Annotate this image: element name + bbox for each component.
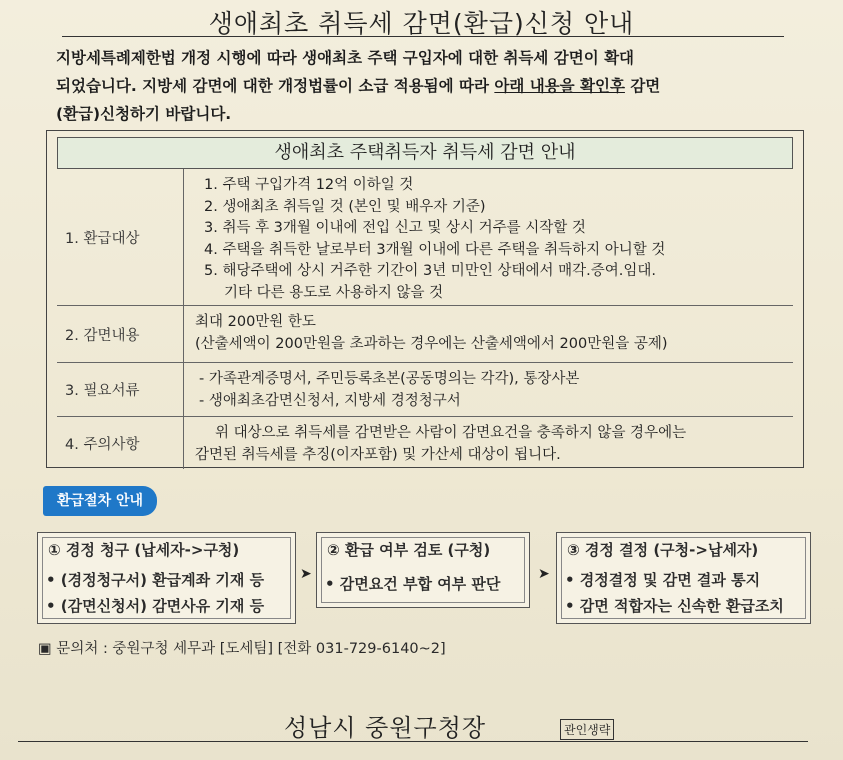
step-line: • (경정청구서) 환급계좌 기재 등 (46, 571, 265, 589)
bottom-divider (18, 741, 808, 742)
table-row-documents (57, 363, 793, 417)
procedure-step-3 (556, 532, 811, 624)
notice-table-heading: 생애최초 주택취득자 취득세 감면 안내 (57, 137, 793, 169)
intro-line-2: 되었습니다. 지방세 감면에 대한 개정법률이 소급 적용됨에 따라 아래 내용을 확인후 감면 (56, 77, 661, 95)
row-label: 4. 주의사항 (57, 417, 184, 469)
document-title: 생애최초 취득세 감면(환급)신청 안내 (208, 9, 635, 38)
contact-info: ▣ 문의처 : 중원구청 세무과 [도세팀] [전화 031-729-6140~2] (38, 641, 446, 657)
row-label: 3. 필요서류 (57, 363, 184, 416)
notice-table (46, 130, 804, 468)
step-title: ② 환급 여부 검토 (구청) (327, 541, 491, 559)
seal-omitted-stamp: 관인생략 (560, 719, 614, 740)
arrow-icon: ➤ (300, 566, 312, 582)
title-underline (62, 36, 784, 37)
step-title: ③ 경정 결정 (구청->납세자) (567, 541, 759, 559)
arrow-icon: ➤ (538, 566, 550, 582)
table-row-caution (57, 417, 793, 469)
intro-line-3: (환급)신청하기 바랍니다. (56, 105, 232, 123)
procedure-badge: 환급절차 안내 (43, 486, 157, 516)
intro-line-1: 지방세특례제한법 개정 시행에 따라 생애최초 주택 구입자에 대한 취득세 감면이 확대 (56, 49, 635, 67)
step-line: • 감면요건 부합 여부 판단 (325, 575, 501, 593)
intro-paragraph (56, 44, 796, 128)
procedure-step-2 (316, 532, 530, 608)
procedure-step-1 (37, 532, 296, 624)
step-line: • (감면신청서) 감면사유 기재 등 (46, 597, 265, 615)
row-label: 1. 환급대상 (57, 169, 184, 305)
row-content: - 가족관계증명서, 주민등록초본(공동명의는 각각), 통장사본 - 생애최초감면신청서, 지방세 경정청구서 (199, 371, 580, 409)
row-label: 2. 감면내용 (57, 306, 184, 362)
intro-underlined-text: 아래 내용을 확인후 (494, 77, 625, 95)
row-content: 1. 주택 구입가격 12억 이하일 것 2. 생애최초 취득일 것 (본인 및 배우자 기준) 3. 취득 후 3개월 이내에 전입 신고 및 상시 거주를 시작할 것 4. 주택을 취득한 날로부터 3개월 이내에 다른 주택을 취득하지 아니할 것 5. 해당주택에 상시 거주한 기간이 3년 미만인 상태에서 매각.증여.임대. 기타 다른 용도로 사용하지 않을 것 (204, 177, 666, 301)
row-content: 위 대상으로 취득세를 감면받은 사람이 감면요건을 충족하지 않을 경우에는 감면된 취득세를 추징(이자포함) 및 가산세 대상이 됩니다. (195, 425, 687, 463)
step-line: • 감면 적합자는 신속한 환급조치 (565, 597, 784, 615)
table-row-reduction (57, 306, 793, 363)
row-content: 최대 200만원 한도 (산출세액이 200만원을 초과하는 경우에는 산출세액에서 200만원을 공제) (195, 314, 668, 352)
step-line: • 경정결정 및 감면 결과 통지 (565, 571, 761, 589)
table-row-eligibility (57, 169, 793, 306)
step-title: ① 경정 청구 (납세자->구청) (48, 541, 240, 559)
issuer-signature: 성남시 중원구청장 (284, 714, 487, 742)
